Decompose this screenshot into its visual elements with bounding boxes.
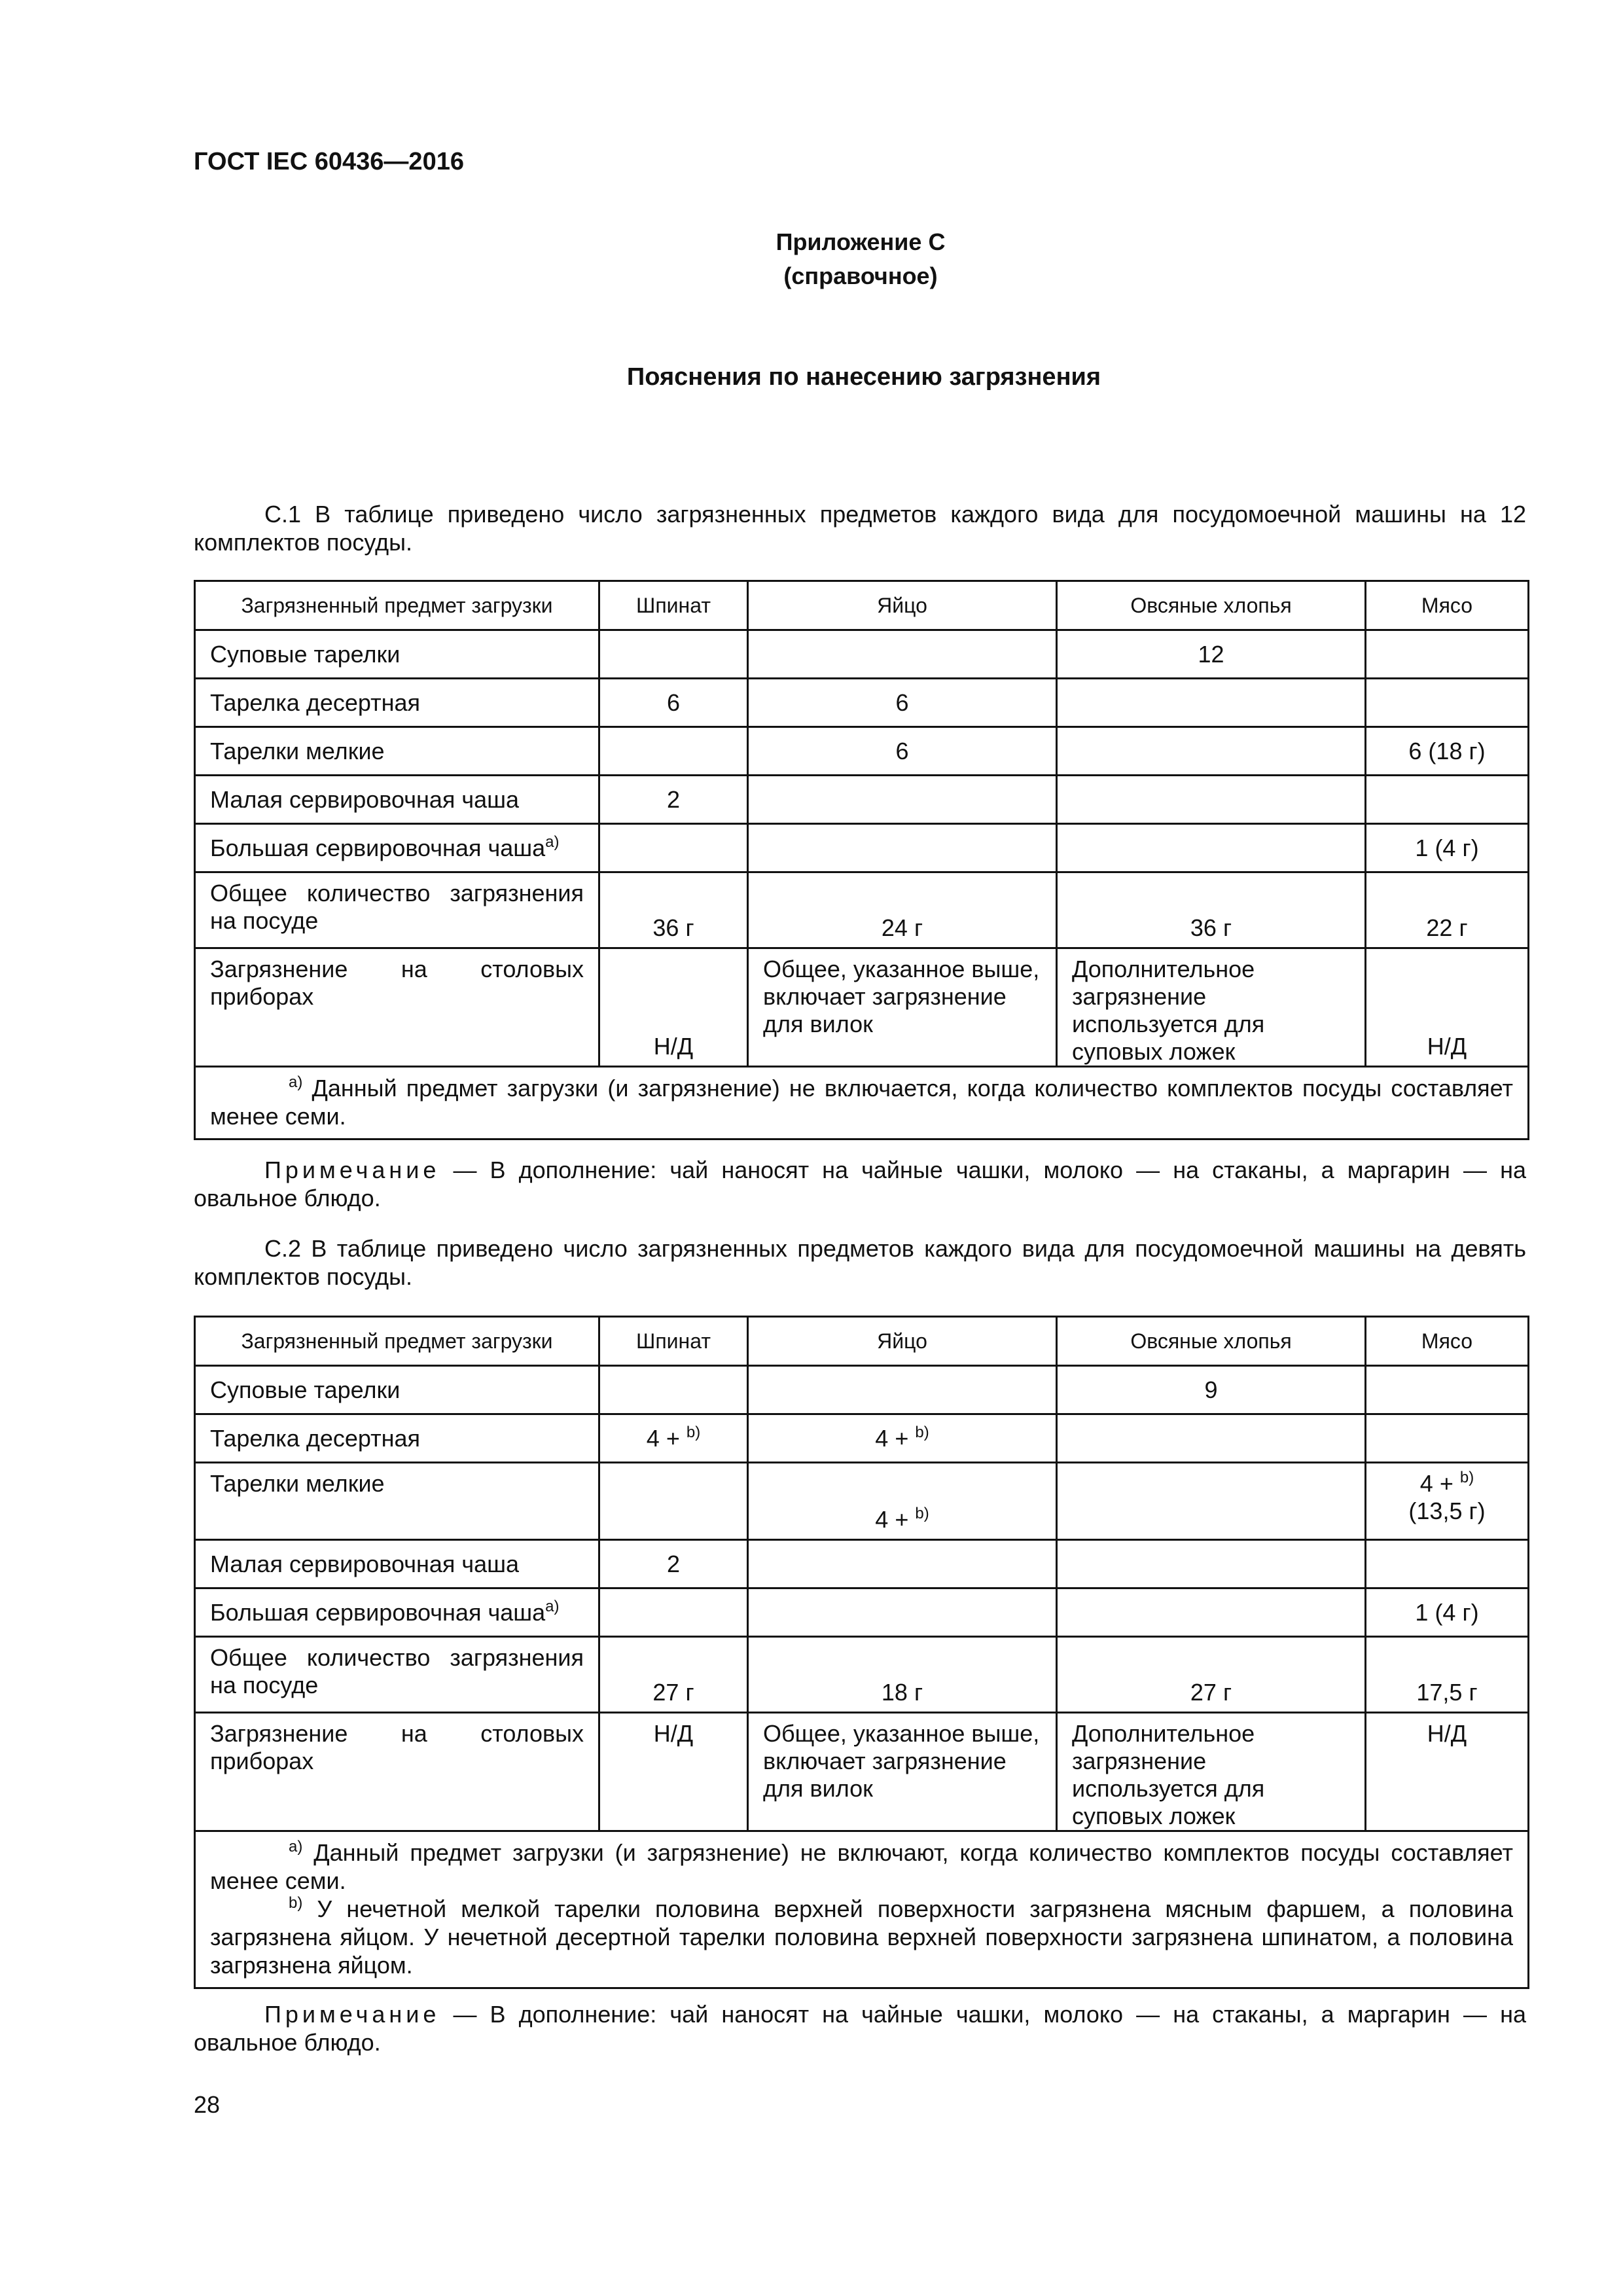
value-cell: 6 (599, 679, 748, 727)
note-1 (194, 1156, 1526, 1212)
header-cell: Овсяные хлопья (1057, 1317, 1366, 1366)
value-cell: 18 г (748, 1637, 1057, 1713)
paragraph-c1-text: С.1 В таблице приведено число загрязненных предметов каждого вида для посудомоечной машины на 12 комплектов посуды. (194, 501, 1526, 556)
value-cell: 12 (1057, 630, 1366, 679)
value-cell: Общее, указанное выше, включает загрязнение для вилок (748, 948, 1057, 1067)
value-cell: Н/Д (1366, 1713, 1529, 1831)
value-cell: 6 (748, 727, 1057, 776)
table-row (195, 1366, 1529, 1414)
row-label: Тарелка десертная (195, 1414, 599, 1463)
row-label: Малая сервировочная чаша (195, 1540, 599, 1588)
table-header-row (195, 581, 1529, 630)
table-row (195, 1637, 1529, 1713)
value-text: 4 + (875, 1424, 909, 1452)
value-cell (599, 824, 748, 872)
footnote-marker-b: b) (289, 1894, 303, 1912)
table-row (195, 824, 1529, 872)
note-2-text: — В дополнение: чай наносят на чайные чашки, молоко — на стаканы, а маргарин — на овальное блюдо. (194, 2001, 1526, 2056)
table-row (195, 679, 1529, 727)
row-label: Суповые тарелки (195, 1366, 599, 1414)
value-cell: Дополнительное загрязнение используется для суповых ложек (1057, 1713, 1366, 1831)
row-label: Общее количество загрязнения на посуде (195, 872, 599, 948)
table-row (195, 776, 1529, 824)
value-text: 4 + (875, 1506, 909, 1533)
value-cell (599, 1463, 748, 1540)
row-label: Суповые тарелки (195, 630, 599, 679)
table-footnote-row (195, 1831, 1529, 1988)
footnote-b-text: У нечетной мелкой тарелки половина верхней поверхности загрязнена мясным фаршем, а половина загрязнена яйцом. У нечетной десертной тарелки половина верхней поверхности загрязнена шпинатом, а половина загрязнена яйцом. (210, 1895, 1513, 1979)
value-cell (748, 1414, 1057, 1463)
value-cell (599, 1588, 748, 1637)
value-cell (1366, 1366, 1529, 1414)
row-label (195, 1588, 599, 1637)
footnote-cell (195, 1831, 1529, 1988)
value-cell: 1 (4 г) (1366, 1588, 1529, 1637)
header-cell: Овсяные хлопья (1057, 581, 1366, 630)
header-cell: Шпинат (599, 581, 748, 630)
value-cell (599, 727, 748, 776)
footnote-marker-b: b) (686, 1423, 701, 1441)
meat-plate-weight: (13,5 г) (1408, 1498, 1486, 1524)
soil-table-12-sets (194, 580, 1529, 1140)
row-label-text: Большая сервировочная чаша (210, 834, 546, 861)
header-cell: Мясо (1366, 1317, 1529, 1366)
table-row (195, 1713, 1529, 1831)
row-label: Тарелки мелкие (195, 727, 599, 776)
value-cell: 2 (599, 1540, 748, 1588)
value-cell: 6 (748, 679, 1057, 727)
soil-table-9-sets (194, 1316, 1529, 1989)
value-cell (1057, 824, 1366, 872)
value-cell: 36 г (599, 872, 748, 948)
paragraph-c1 (194, 500, 1526, 556)
row-label: Тарелка десертная (195, 679, 599, 727)
header-cell: Яйцо (748, 1317, 1057, 1366)
appendix-heading (0, 225, 1623, 293)
value-text: 4 + (646, 1424, 680, 1452)
value-cell: 9 (1057, 1366, 1366, 1414)
value-cell (599, 630, 748, 679)
header-cell: Загрязненный предмет загрузки (195, 1317, 599, 1366)
appendix-title: Приложение С (776, 228, 946, 255)
value-cell: 2 (599, 776, 748, 824)
header-cell: Яйцо (748, 581, 1057, 630)
value-cell: 36 г (1057, 872, 1366, 948)
header-cell: Мясо (1366, 581, 1529, 630)
row-label: Малая сервировочная чаша (195, 776, 599, 824)
value-text: 4 + (1419, 1470, 1454, 1497)
note-2-label: Примечание (264, 2001, 440, 2028)
value-cell: 24 г (748, 872, 1057, 948)
value-cell (1057, 1414, 1366, 1463)
table-row (195, 630, 1529, 679)
header-cell: Шпинат (599, 1317, 748, 1366)
value-cell (1366, 679, 1529, 727)
value-cell (1057, 679, 1366, 727)
row-label (195, 824, 599, 872)
footnote-marker-a: a) (289, 1838, 303, 1856)
value-cell (1366, 776, 1529, 824)
footnote-cell (195, 1067, 1529, 1139)
value-cell (1057, 1463, 1366, 1540)
value-cell (599, 1366, 748, 1414)
footnote-marker-b: b) (915, 1423, 929, 1441)
value-cell: Дополнительное загрязнение используется для суповых ложек (1057, 948, 1366, 1067)
table-header-row (195, 1317, 1529, 1366)
footnote-marker-b: b) (1459, 1469, 1474, 1486)
value-cell (748, 1540, 1057, 1588)
value-cell (748, 1588, 1057, 1637)
value-cell (1057, 776, 1366, 824)
row-label: Тарелки мелкие (195, 1463, 599, 1540)
note-1-text: — В дополнение: чай наносят на чайные чашки, молоко — на стаканы, а маргарин — на овальное блюдо. (194, 1157, 1526, 1211)
table-row (195, 1414, 1529, 1463)
value-cell (748, 1463, 1057, 1540)
value-cell: 22 г (1366, 872, 1529, 948)
value-cell: Н/Д (1366, 948, 1529, 1067)
value-cell: 27 г (1057, 1637, 1366, 1713)
value-cell (1366, 1463, 1529, 1540)
footnote-marker-a: a) (545, 833, 560, 851)
value-cell: Общее, указанное выше, включает загрязнение для вилок (748, 1713, 1057, 1831)
footnote-marker-a: a) (289, 1073, 303, 1091)
value-cell: 27 г (599, 1637, 748, 1713)
row-label: Общее количество загрязнения на посуде (195, 1637, 599, 1713)
paragraph-c2-text: С.2 В таблице приведено число загрязненных предметов каждого вида для посудомоечной машины на девять комплектов посуды. (194, 1235, 1526, 1290)
value-cell (748, 1366, 1057, 1414)
document-code: ГОСТ IEC 60436—2016 (194, 148, 464, 175)
value-cell (1366, 1414, 1529, 1463)
note-2 (194, 2000, 1526, 2056)
value-cell (1366, 630, 1529, 679)
row-label: Загрязнение на столовых приборах (195, 1713, 599, 1831)
section-title: Пояснения по нанесению загрязнения (626, 363, 1101, 391)
header-cell: Загрязненный предмет загрузки (195, 581, 599, 630)
table-row (195, 872, 1529, 948)
page-number: 28 (194, 2091, 221, 2118)
footnote-marker-b: b) (915, 1505, 929, 1522)
value-cell (748, 824, 1057, 872)
footnote-marker-a: a) (545, 1597, 560, 1615)
table-row (195, 1463, 1529, 1540)
value-cell: Н/Д (599, 1713, 748, 1831)
value-cell (1057, 727, 1366, 776)
value-cell (748, 630, 1057, 679)
value-cell: 1 (4 г) (1366, 824, 1529, 872)
paragraph-c2 (194, 1234, 1526, 1291)
value-cell (599, 1414, 748, 1463)
table-footnote-row (195, 1067, 1529, 1139)
appendix-subtitle: (справочное) (783, 262, 938, 289)
table-row (195, 948, 1529, 1067)
value-cell (748, 776, 1057, 824)
value-cell (1057, 1588, 1366, 1637)
table-row (195, 1588, 1529, 1637)
value-cell: Н/Д (599, 948, 748, 1067)
table-row (195, 727, 1529, 776)
table-row (195, 1540, 1529, 1588)
value-cell (1366, 1540, 1529, 1588)
footnote-a-text: Данный предмет загрузки (и загрязнение) не включается, когда количество комплектов посуды составляет менее семи. (210, 1075, 1513, 1130)
row-label: Загрязнение на столовых приборах (195, 948, 599, 1067)
value-cell: 6 (18 г) (1366, 727, 1529, 776)
value-cell: 17,5 г (1366, 1637, 1529, 1713)
value-cell (1057, 1540, 1366, 1588)
row-label-text: Большая сервировочная чаша (210, 1598, 546, 1626)
footnote-a-text: Данный предмет загрузки (и загрязнение) не включают, когда количество комплектов посуды составляет менее семи. (210, 1839, 1513, 1894)
note-1-label: Примечание (264, 1157, 440, 1183)
